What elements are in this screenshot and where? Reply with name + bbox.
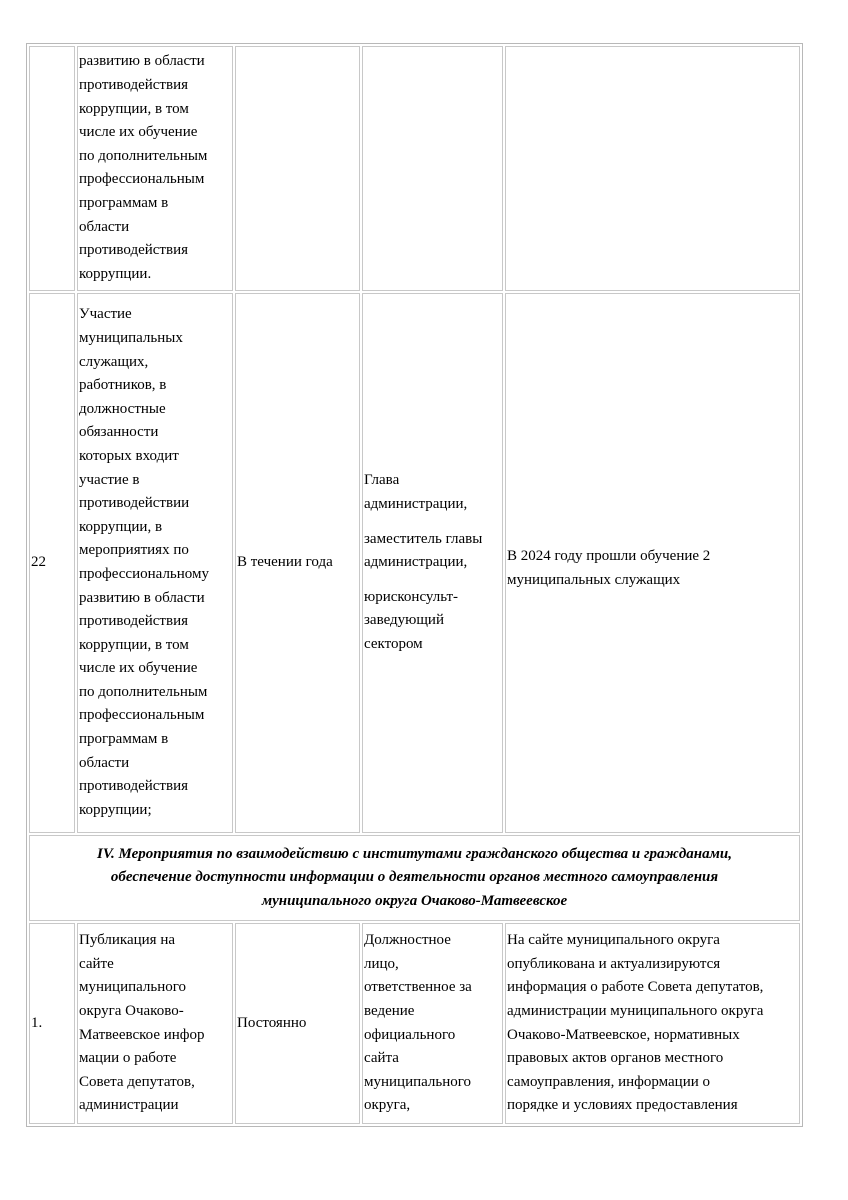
measures-table [26, 43, 803, 1127]
result-cell [505, 46, 800, 291]
responsible-person: юрисконсульт- заведующий сектором [364, 588, 459, 652]
table-row [29, 923, 800, 1124]
responsible-person: заместитель главы администрации, [364, 530, 483, 571]
term-cell: В течении года [235, 293, 360, 833]
row-number-cell [29, 46, 75, 291]
responsible-person: Должностное лицо, ответственное за ведение официального сайта муниципального округа, [364, 932, 472, 1114]
result-cell: В 2024 году прошли обучение 2 муниципальных служащих [505, 293, 800, 833]
responsible-cell [362, 46, 503, 291]
section-row [29, 835, 800, 921]
measure-text-cell: Участие муниципальных служащих, работников, в должностные обязанности которых входит участие в противодействии коррупции, в мероприятиях по профессиональному развитию в области противодействия коррупции, в том числе их обучение по дополнительным профессиональным программам в области противодействия коррупции; [77, 293, 233, 833]
term-cell: Постоянно [235, 923, 360, 1124]
responsible-cell [362, 293, 503, 833]
table-row [29, 293, 800, 833]
measure-text-cell: развитию в области противодействия коррупции, в том числе их обучение по дополнительным профессиональным программам в области противодействия коррупции. [77, 46, 233, 291]
row-number-cell: 1. [29, 923, 75, 1124]
section-heading: IV. Мероприятия по взаимодействию с институтами гражданского общества и гражданами, обеспечение доступности информации о деятельности органов местного самоуправления муниципального округа Очаково-Матвеевское [29, 835, 800, 921]
term-cell [235, 46, 360, 291]
table-row [29, 46, 800, 291]
result-cell: На сайте муниципального округа опубликована и актуализируются информация о работе Совета депутатов, администрации муниципального округа Очаково-Матвеевское, нормативных правовых актов органов местного самоуправления, информации о порядке и условиях предоставления [505, 923, 800, 1124]
responsible-person: Глава администрации, [364, 472, 468, 512]
document-page [26, 43, 803, 1127]
measure-text-cell: Публикация на сайте муниципального округа Очаково- Матвеевское инфор мации о работе Совета депутатов, администрации [77, 923, 233, 1124]
row-number-cell: 22 [29, 293, 75, 833]
responsible-cell [362, 923, 503, 1124]
